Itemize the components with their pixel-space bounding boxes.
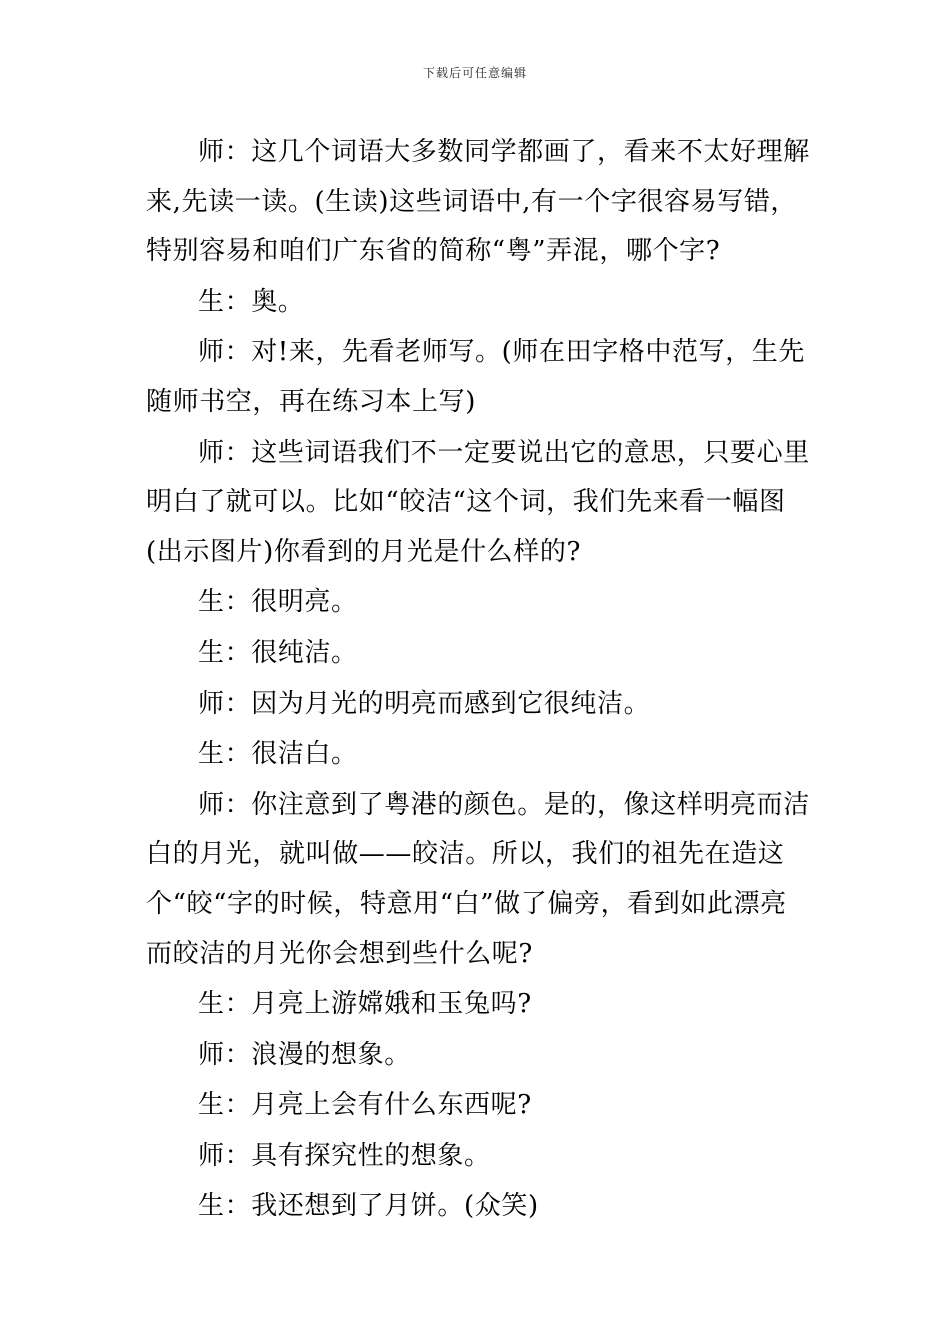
paragraph: 生：月亮上会有什么东西呢? [198,1090,532,1121]
paragraph: 生：很明亮。 [198,587,358,618]
paragraph: 师：这些词语我们不一定要说出它的意思，只要心里明白了就可以。比如“皎洁“这个词，我们先来看一幅图(出示图片)你看到的月光是什么样的? [146,437,810,567]
page-header-note: 下载后可任意编辑 [422,66,527,80]
paragraph: 生：我还想到了月饼。(众笑) [198,1191,539,1222]
paragraph: 师：浪漫的想象。 [198,1039,411,1070]
paragraph: 生：月亮上游嫦娥和玉兔吗? [198,989,532,1020]
paragraph: 师：这几个词语大多数同学都画了，看来不太好理解来,先读一读。(生读)这些词语中,有一个字很容易写错，特别容易和咱们广东省的简称“粤”弄混，哪个字? [146,137,810,267]
document-body [146,128,811,1233]
paragraph: 师：对!来，先看老师写。(师在田字格中范写，生先随师书空，再在练习本上写) [146,337,805,417]
paragraph: 生：奥。 [198,286,305,317]
paragraph: 师：具有探究性的想象。 [198,1140,491,1171]
paragraph: 生：很洁白。 [198,739,358,770]
paragraph: 师：你注意到了粤港的颜色。是的，像这样明亮而洁白的月光，就叫做——皎洁。所以，我们的祖先在造这个“皎“字的时候，特意用“白”做了偏旁，看到如此漂亮而皎洁的月光你会想到些什么呢? [146,789,810,969]
paragraph: 生：很纯洁。 [198,637,358,668]
paragraph: 师：因为月光的明亮而感到它很纯洁。 [198,688,651,719]
